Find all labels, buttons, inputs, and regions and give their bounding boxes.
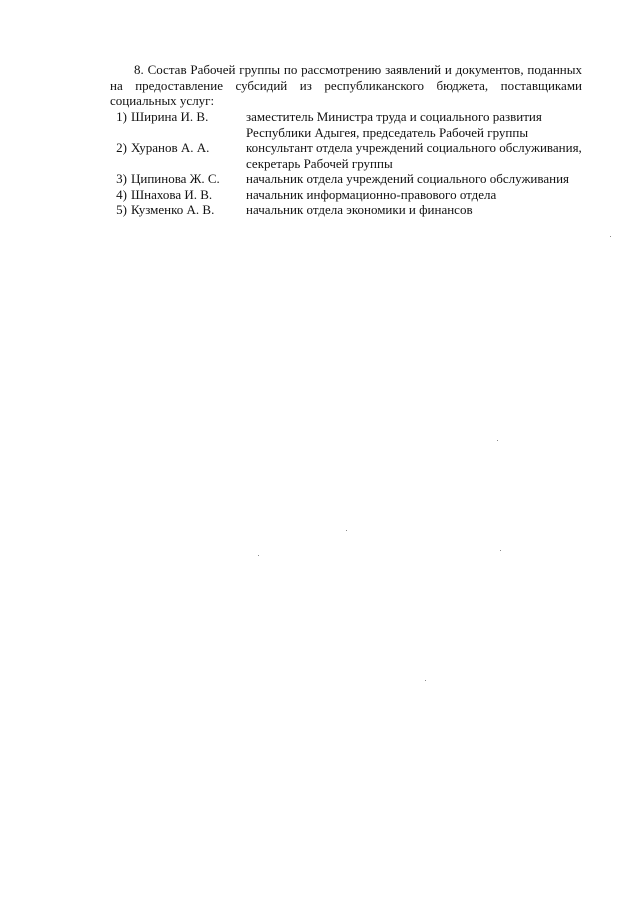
- member-row: [110, 171, 590, 187]
- member-row: [110, 202, 590, 218]
- scan-speck: [500, 550, 501, 551]
- member-role: заместитель Министра труда и социального развития Республики Адыгея, председатель Рабочей группы: [246, 109, 542, 140]
- member-number: 4): [116, 186, 127, 202]
- scan-speck: [497, 440, 498, 441]
- member-role: консультант отдела учреждений социального обслуживания, секретарь Рабочей группы: [246, 140, 582, 171]
- member-number: 2): [116, 140, 127, 155]
- scan-speck: [346, 530, 347, 531]
- scan-speck: [610, 236, 611, 237]
- member-row: [110, 140, 590, 171]
- scan-speck: [258, 555, 259, 556]
- member-name: Шнахова И. В.: [131, 186, 213, 202]
- member-name: Хуранов А. А.: [131, 140, 210, 155]
- section-8-paragraph: 8. Состав Рабочей группы по рассмотрению заявлений и документов, поданных на предоставление субсидий из республиканского бюджета, поставщиками социальных услуг:: [110, 62, 582, 108]
- member-role: начальник отдела экономики и финансов: [246, 202, 473, 217]
- member-row: [110, 109, 590, 140]
- member-number: 5): [116, 202, 127, 217]
- member-name: Ширина И. В.: [131, 109, 209, 124]
- member-number: 1): [116, 109, 127, 124]
- member-number: 3): [116, 171, 127, 186]
- member-role: начальник информационно-правового отдела: [246, 186, 497, 202]
- member-name: Ципинова Ж. С.: [131, 171, 220, 186]
- member-role: начальник отдела учреждений социального обслуживания: [246, 171, 570, 186]
- member-row: [110, 187, 590, 203]
- member-name: Кузменко А. В.: [131, 202, 215, 217]
- working-group-members-list: [110, 109, 590, 218]
- scan-speck: [425, 680, 426, 681]
